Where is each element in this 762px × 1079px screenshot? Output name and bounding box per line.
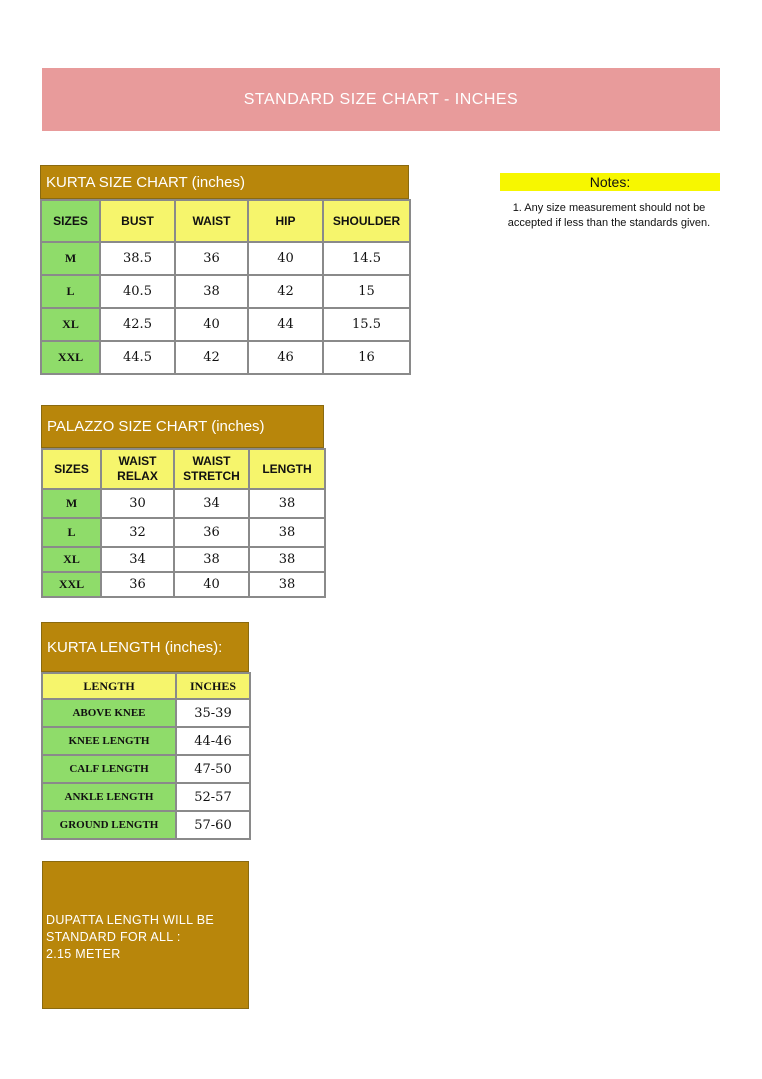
table-cell: 16 — [323, 341, 410, 374]
table-cell: 38 — [249, 572, 325, 597]
table-cell: 40.5 — [100, 275, 175, 308]
size-label: L — [41, 275, 100, 308]
table-cell: 38 — [175, 275, 248, 308]
size-label: XL — [42, 547, 101, 572]
table-cell: 36 — [101, 572, 174, 597]
kurta-size-chart-title-text: KURTA SIZE CHART (inches) — [46, 173, 245, 191]
kurta-size-table — [40, 199, 411, 375]
header-length: LENGTH — [42, 673, 176, 699]
size-label: L — [42, 518, 101, 547]
table-cell: 34 — [101, 547, 174, 572]
table-cell: 38 — [249, 547, 325, 572]
notes-title: Notes: — [500, 173, 720, 191]
table-row — [41, 242, 410, 275]
table-cell: 42 — [175, 341, 248, 374]
header-inches: INCHES — [176, 673, 250, 699]
palazzo-size-chart-title-text: PALAZZO SIZE CHART (inches) — [47, 418, 265, 435]
kurta-length-title — [41, 622, 249, 672]
header-sizes: SIZES — [42, 449, 101, 489]
table-cell: 44.5 — [100, 341, 175, 374]
table-cell: 32 — [101, 518, 174, 547]
table-row — [42, 699, 250, 727]
kurta-length-title-text: KURTA LENGTH (inches): — [47, 638, 223, 656]
table-cell: 42 — [248, 275, 323, 308]
length-label: CALF LENGTH — [42, 755, 176, 783]
length-label: KNEE LENGTH — [42, 727, 176, 755]
length-label: ANKLE LENGTH — [42, 783, 176, 811]
table-cell: 40 — [248, 242, 323, 275]
header-sizes: SIZES — [41, 200, 100, 242]
header-bust: BUST — [100, 200, 175, 242]
table-cell: 57-60 — [176, 811, 250, 839]
table-cell: 42.5 — [100, 308, 175, 341]
table-cell: 44 — [248, 308, 323, 341]
table-row — [42, 783, 250, 811]
header-length: LENGTH — [249, 449, 325, 489]
table-row — [41, 341, 410, 374]
size-label: M — [42, 489, 101, 518]
table-cell: 36 — [174, 518, 249, 547]
table-cell: 34 — [174, 489, 249, 518]
table-row — [42, 547, 325, 572]
length-label: ABOVE KNEE — [42, 699, 176, 727]
dupatta-note-box: DUPATTA LENGTH WILL BE STANDARD FOR ALL : 2.15 METER — [42, 861, 249, 1009]
kurta-size-chart-title — [40, 165, 409, 199]
header-waist-relax: WAIST RELAX — [101, 449, 174, 489]
table-cell: 44-46 — [176, 727, 250, 755]
table-cell: 40 — [175, 308, 248, 341]
page-title-banner — [42, 68, 720, 131]
table-row — [42, 518, 325, 547]
header-waist: WAIST — [175, 200, 248, 242]
palazzo-size-table — [41, 448, 326, 598]
table-row — [42, 755, 250, 783]
table-cell: 47-50 — [176, 755, 250, 783]
header-shoulder: SHOULDER — [323, 200, 410, 242]
table-row — [41, 275, 410, 308]
size-label: XXL — [41, 341, 100, 374]
notes-text: 1. Any size measurement should not be accepted if less than the standards given. — [507, 202, 711, 229]
length-label: GROUND LENGTH — [42, 811, 176, 839]
header-hip: HIP — [248, 200, 323, 242]
table-cell: 35-39 — [176, 699, 250, 727]
table-cell: 30 — [101, 489, 174, 518]
table-cell: 38 — [174, 547, 249, 572]
table-cell: 14.5 — [323, 242, 410, 275]
table-cell: 15 — [323, 275, 410, 308]
table-row — [42, 489, 325, 518]
palazzo-size-chart-title — [41, 405, 324, 448]
table-cell: 46 — [248, 341, 323, 374]
table-cell: 38.5 — [100, 242, 175, 275]
table-cell: 38 — [249, 489, 325, 518]
table-row — [41, 308, 410, 341]
table-row — [42, 727, 250, 755]
table-row — [42, 572, 325, 597]
table-cell: 38 — [249, 518, 325, 547]
size-label: XXL — [42, 572, 101, 597]
size-label: M — [41, 242, 100, 275]
table-cell: 52-57 — [176, 783, 250, 811]
kurta-length-table — [41, 672, 251, 840]
size-label: XL — [41, 308, 100, 341]
header-waist-stretch: WAIST STRETCH — [174, 449, 249, 489]
table-cell: 36 — [175, 242, 248, 275]
table-cell: 40 — [174, 572, 249, 597]
page-title: STANDARD SIZE CHART - INCHES — [243, 90, 519, 108]
table-row — [42, 811, 250, 839]
table-cell: 15.5 — [323, 308, 410, 341]
